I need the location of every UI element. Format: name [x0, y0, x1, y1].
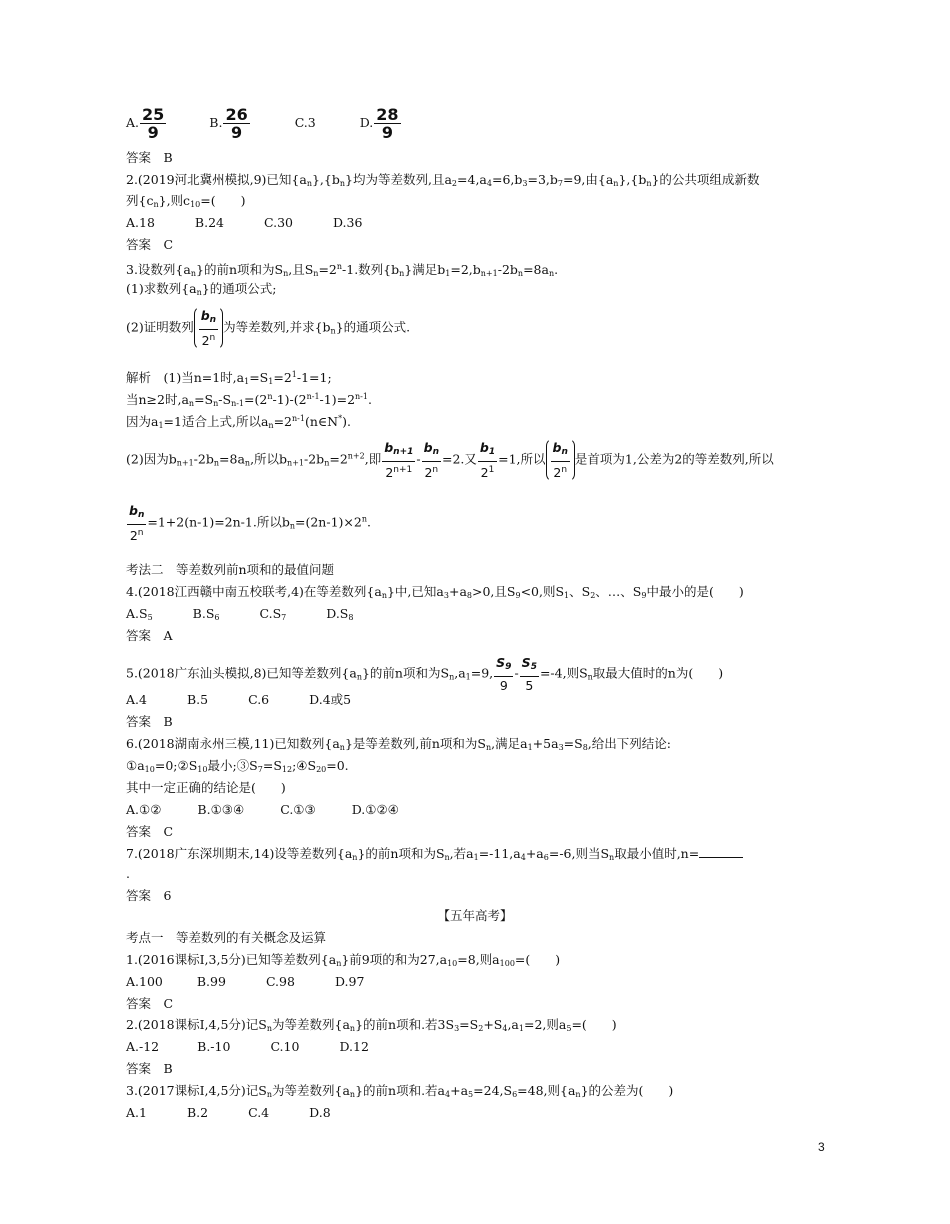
q10-options: A.1 B.2 C.4 D.8: [126, 1105, 331, 1120]
answer: 答案 B: [126, 1061, 173, 1076]
question-7: 7.(2018广东深圳期末,14)设等差数列$\{a_n\}$的前n项和为$S_n$,若$a_1=-11,a_4+a_6=-6$,则当$S_n$取最小值时,n=: [126, 846, 743, 866]
section-title: 考点一 等差数列的有关概念及运算: [126, 930, 327, 945]
fraction: $\frac{25}{9}$: [142, 105, 165, 142]
question-8: 1.(2016课标Ⅰ,3,5分)已知等差数列$\{a_n\}$前9项的和为$27,a_{10}=8$,则$a_{100}=$( ): [126, 952, 561, 968]
answer: 答案 6: [126, 888, 172, 903]
q9-options: A.-12 B.-10 C.10 D.12: [126, 1039, 369, 1054]
question-4: 4.(2018江西赣中南五校联考,4)在等差数列$\{a_n\}$中,已知$a_3+a_8>0$,且$S_9<0$,则$S_1$、$S_2$、…、$S_9$中最小的是( ): [126, 584, 744, 600]
question-2: 2.(2019河北冀州模拟,9)已知$\{a_n\},\{b_n\}$均为等差数列,且$a_2=4,a_4=6,b_3=3,b_7=9$,由$\{a_n\},\{b_n\}$的公共项组成新数: [126, 172, 760, 188]
question-6: 6.(2018湖南永州三模,11)已知数列$\{a_n\}$是等差数列,前n项和为$S_n$,满足$a_1+5a_3=S_8$,给出下列结论:: [126, 736, 671, 752]
answer: 答案 C: [126, 824, 174, 839]
page-number: 3: [818, 1140, 825, 1154]
fraction: $\frac{28}{9}$: [376, 105, 399, 142]
question-3: 3.设数列$\{a_n\}$的前n项和为$S_n$,且$S_n=2^n-1$.数列$\{b_n\}$满足$b_1=2,b_{n+1}-2b_n=8a_n$.: [126, 262, 559, 278]
question-6-items: $①a_{10}=0;②S_{10}$最小$;③S_7=S_{12};④S_{20}=0$.: [126, 758, 349, 774]
answer: 答案 B: [126, 150, 173, 165]
solution-3: 因为$a_1=1$适合上式,所以$a_n=2^{n-1}(n\in N^*)$.: [126, 414, 351, 430]
question-3-part2: (2)证明数列 $\frac{b_n}{2^n}$ 为等差数列,并求$\{b_n\}$的通项公式.: [126, 308, 411, 348]
answer: 答案 C: [126, 996, 174, 1011]
question-10: 3.(2017课标Ⅰ,4,5分)记$S_n$为等差数列$\{a_n\}$的前n项和.若$a_4+a_5=24,S_6=48$,则$\{a_n\}$的公差为( ): [126, 1083, 674, 1099]
solution-2: 当n≥2时$,a_n=S_n-S_{n-1}=(2^n-1)-(2^{n-1}-1)=2^{n-1}$.: [126, 392, 372, 408]
answer-blank: [699, 846, 743, 858]
section-title: 考法二 等差数列前n项和的最值问题: [126, 562, 335, 577]
question-6-ask: 其中一定正确的结论是( ): [126, 780, 286, 795]
question-2-cont: 列$\{c_n\}$,则$c_{10}=$( ): [126, 193, 246, 209]
period: .: [126, 866, 130, 881]
fraction: $\frac{26}{9}$: [225, 105, 248, 142]
answer: 答案 C: [126, 237, 174, 252]
question-3-part1: (1)求数列$\{a_n\}$的通项公式;: [126, 281, 277, 297]
q8-options: A.100 B.99 C.98 D.97: [126, 974, 365, 989]
answer: 答案 B: [126, 714, 173, 729]
section-heading: 【五年高考】: [437, 908, 513, 923]
q4-options: $A.S_5$ $B.S_6$ $C.S_7$ $D.S_8$: [126, 606, 354, 622]
q6-options: A.①② B.①③④ C.①③ D.①②④: [126, 802, 399, 817]
question-9: 2.(2018课标Ⅰ,4,5分)记$S_n$为等差数列$\{a_n\}$的前n项和.若$3S_3=S_2+S_4,a_1=2$,则$a_5=$( ): [126, 1017, 617, 1033]
solution-4: (2)因为$b_{n+1}-2b_n=8a_n$,所以$b_{n+1}-2b_n=2^{n+2}$,即 $\frac{b_{n+1}}{2^{n+1}}$ - $\frac{b_n}{2^n}$ =2.又 $\frac{b_1}{2^1}$ =1,所以 $\frac{b_n}{2^n}$ 是首项为1,公差为2的等差数列,所以: [126, 440, 774, 480]
q2-options: A.18 B.24 C.30 D.36: [126, 215, 363, 230]
question-5: 5.(2018广东汕头模拟,8)已知等差数列$\{a_n\}$的前n项和为$S_n,a_1=9$, $\frac{S_9}{9}$ - $\frac{S_5}{5}$ =-4,则$S_n$取最大值时的n为( ): [126, 655, 724, 693]
q1-options: A. $\frac{25}{9}$ B. $\frac{26}{9}$ C.3 D. $\frac{28}{9}$: [126, 105, 399, 142]
q5-options: A.4 B.5 C.6 D.4或5: [126, 692, 352, 707]
answer: 答案 A: [126, 628, 173, 643]
solution-1: 解析 (1)当n=1时$,a_1=S_1=2^1-1=1$;: [126, 370, 332, 386]
solution-5: $\frac{b_n}{2^n}$ =1+2(n-1)=2n-1.所以$b_n=(2n-1)\times 2^n$.: [129, 503, 371, 543]
